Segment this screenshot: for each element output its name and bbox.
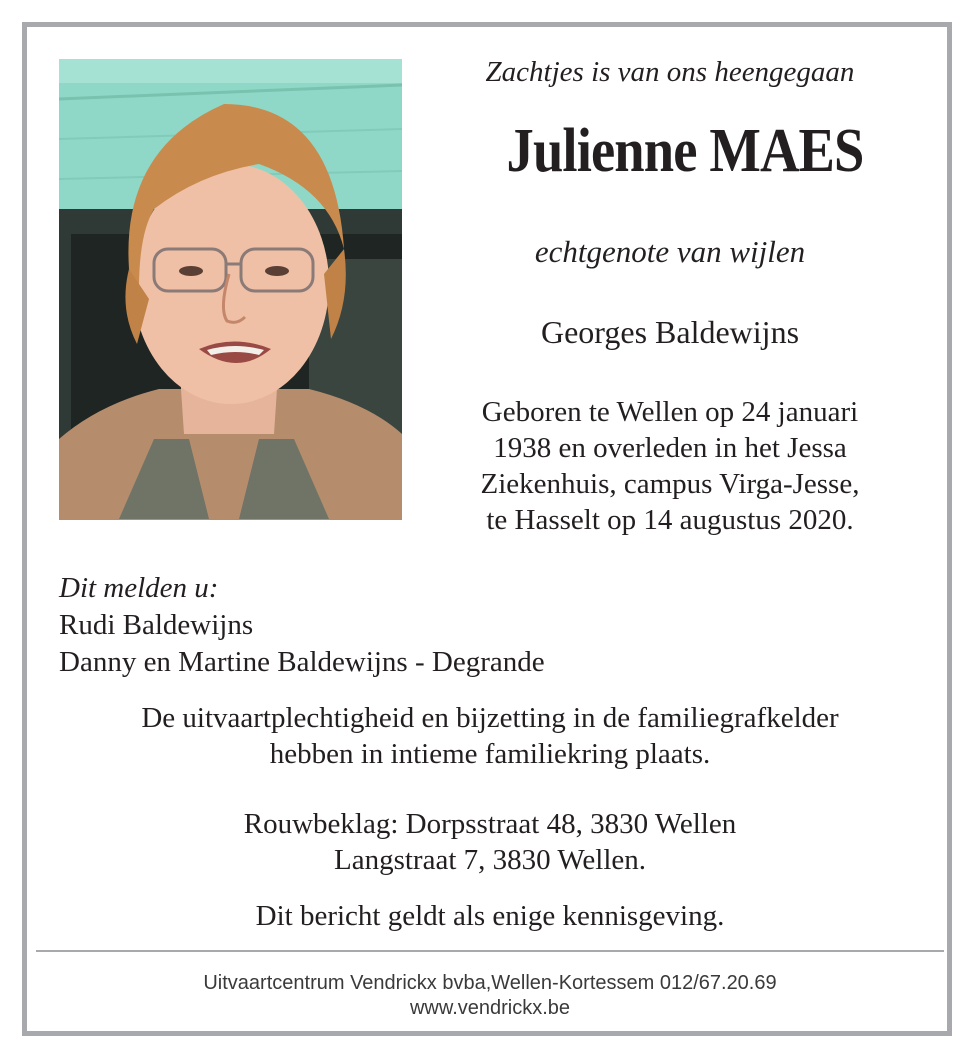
funeral-info (40, 700, 940, 772)
birth-death-line: te Hasselt op 14 augustus 2020. (486, 504, 854, 536)
official-notice: Dit bericht geldt als enige kennisgeving. (255, 900, 725, 932)
birth-death-line: Geboren te Wellen op 24 januari (481, 396, 859, 428)
spouse-label: echtgenote van wijlen (534, 234, 806, 269)
condolence-line: Langstraat 7, 3830 Wellen. (333, 844, 647, 876)
birth-death-line: Ziekenhuis, campus Virga-Jesse, (480, 468, 860, 500)
condolence-line: Rouwbeklag: Dorpsstraat 48, 3830 Wellen (243, 808, 737, 840)
website-link[interactable]: www.vendrickx.be (409, 997, 571, 1019)
family-member: Danny en Martine Baldewijns - Degrande (59, 646, 545, 678)
deceased-name: Julienne MAES (506, 117, 864, 185)
funeral-home-info: Uitvaartcentrum Vendrickx bvba,Wellen-Kortessem 012/67.20.69 (203, 972, 777, 994)
birth-death-line: 1938 en overleden in het Jessa (493, 432, 847, 464)
birth-death-text (420, 394, 920, 538)
footer-divider (36, 950, 944, 952)
funeral-line: De uitvaartplechtigheid en bijzetting in de familiegrafkelder (141, 702, 839, 734)
announced-by-block (59, 570, 939, 681)
funeral-line: hebben in intieme familiekring plaats. (269, 738, 711, 770)
portrait-photo (59, 59, 402, 520)
family-member: Rudi Baldewijns (59, 609, 254, 641)
footer (40, 971, 940, 1021)
announced-by-label: Dit melden u: (59, 572, 219, 604)
intro-text: Zachtjes is van ons heengegaan (485, 56, 855, 88)
portrait-illustration (59, 59, 402, 520)
spouse-name: Georges Baldewijns (540, 314, 800, 350)
condolence-address (40, 806, 940, 878)
